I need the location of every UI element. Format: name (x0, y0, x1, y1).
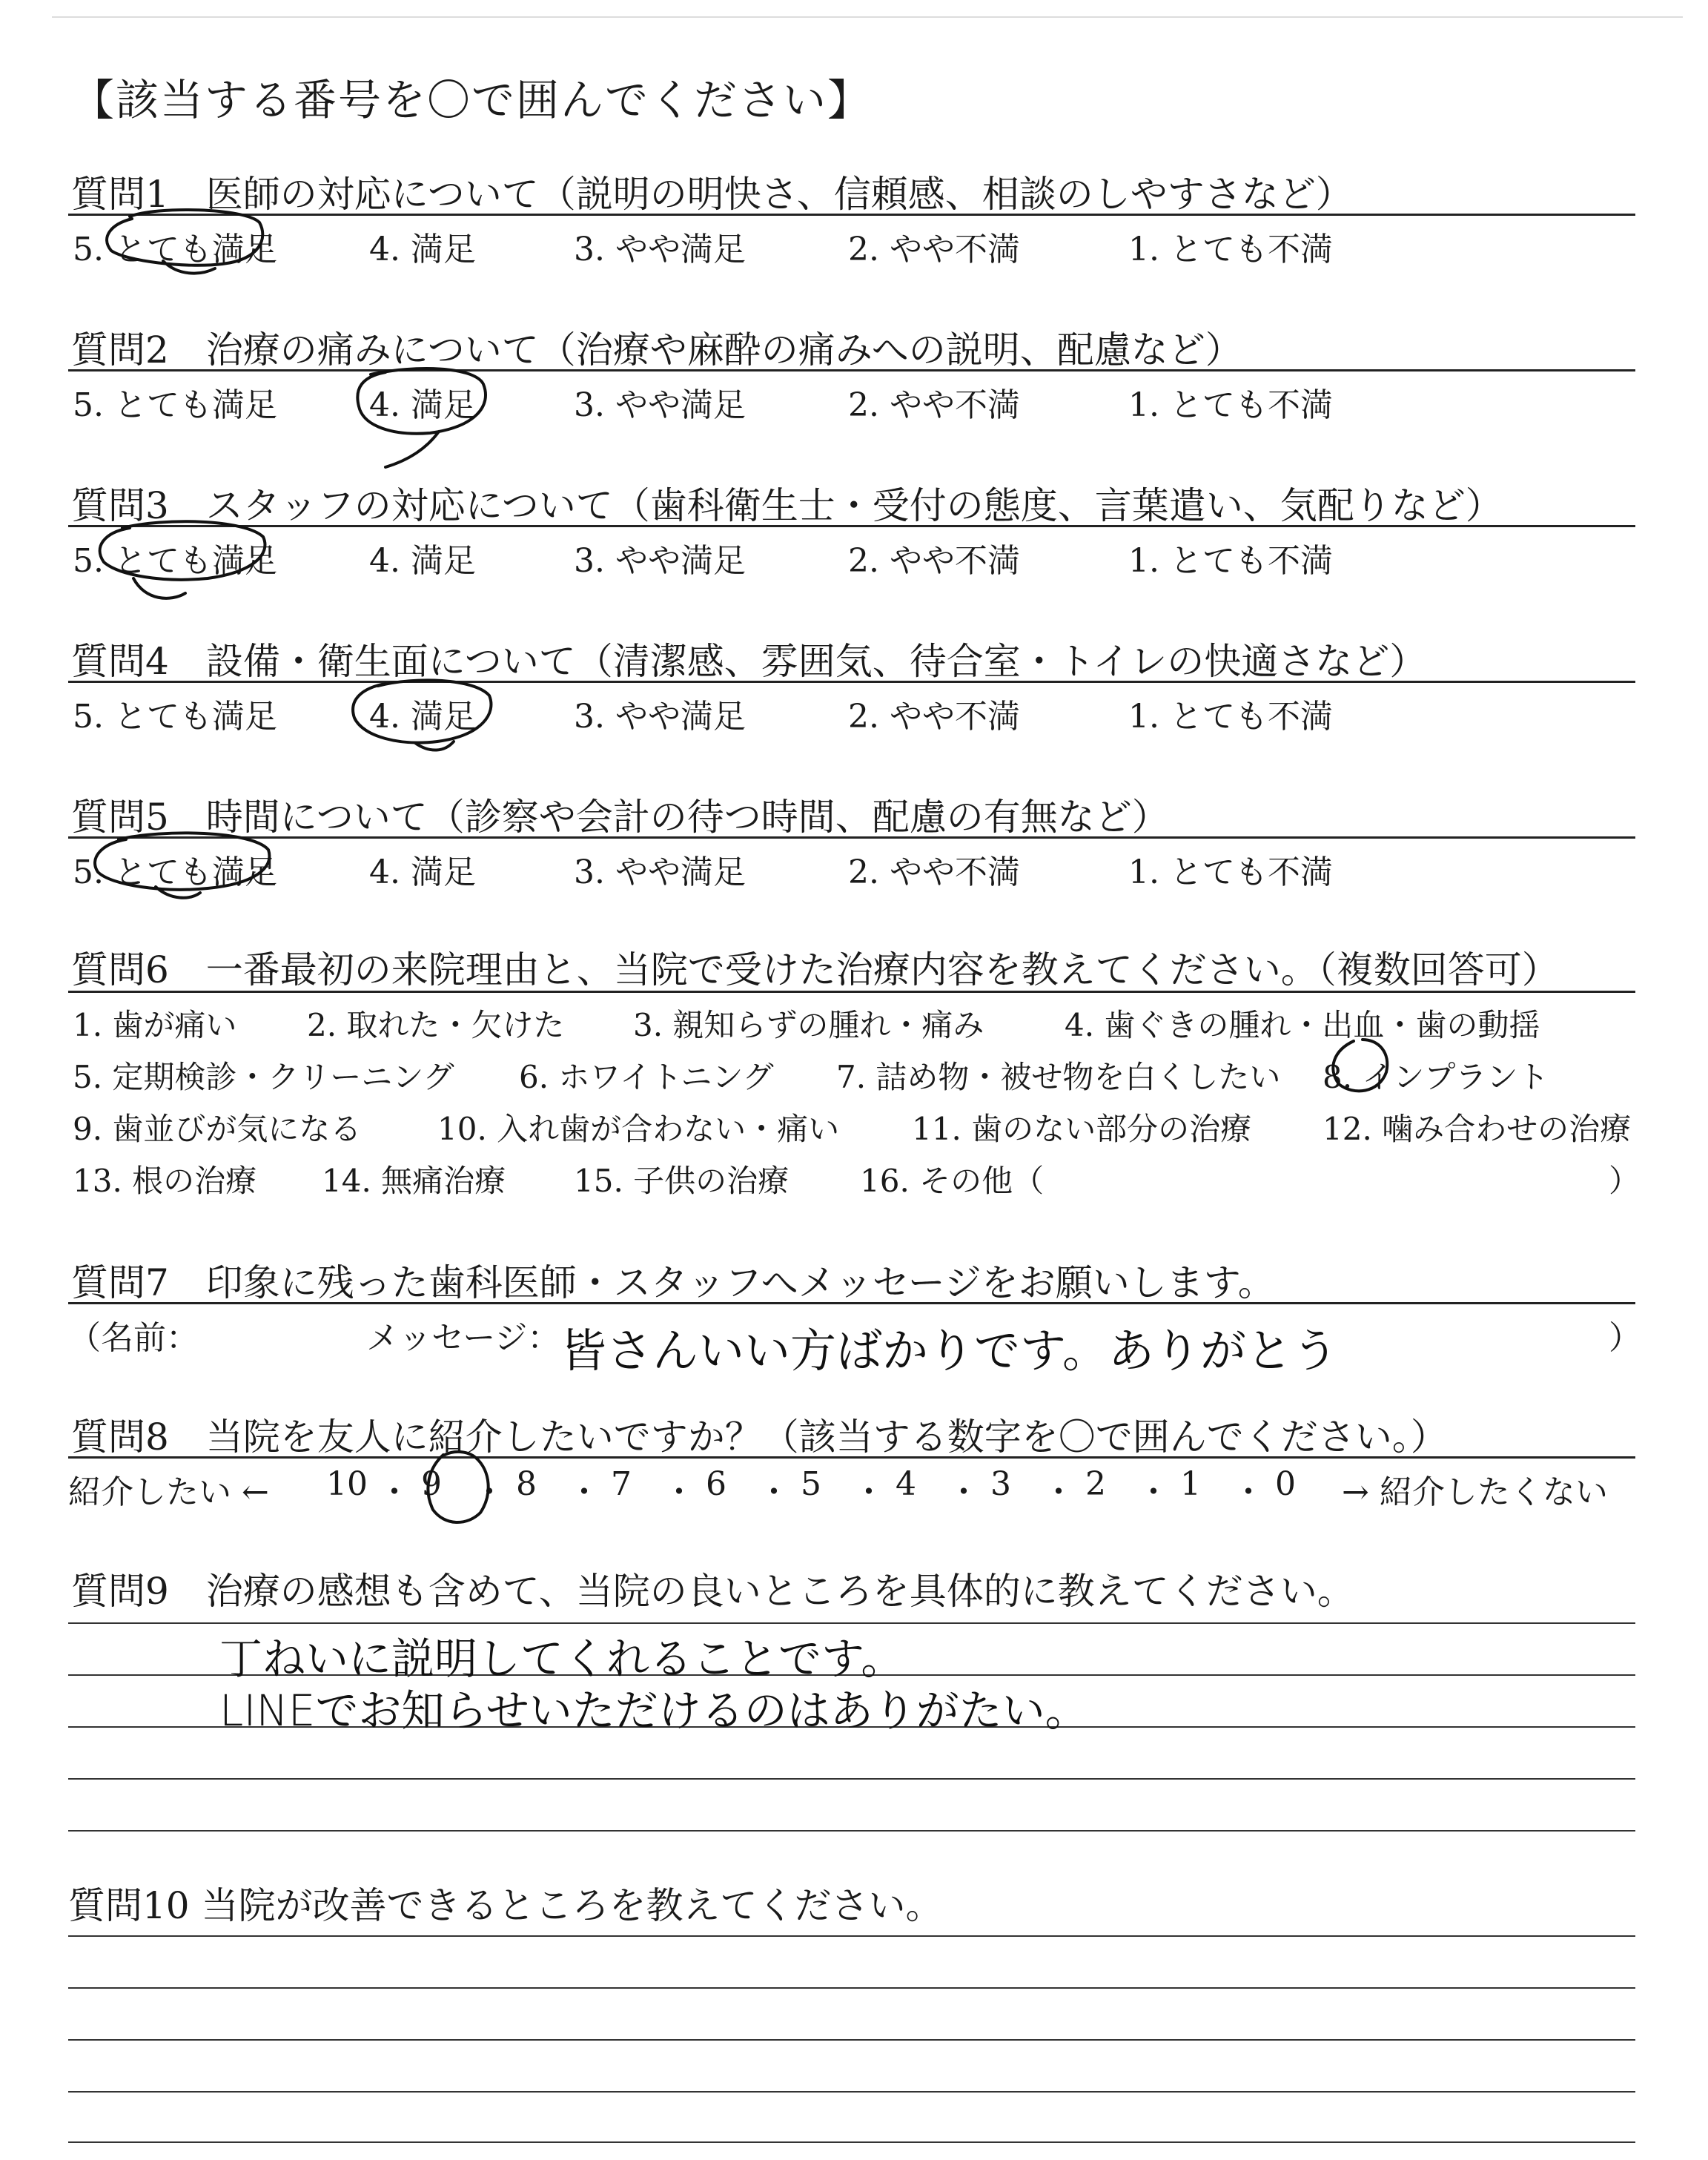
q8-scale-value-1[interactable]: 1 (1180, 1465, 1201, 1503)
q2-option-1[interactable]: 1. とても不満 (1128, 386, 1333, 424)
q6-option-16[interactable]: 16. その他（ (860, 1163, 1045, 1199)
q4-option-5[interactable]: 5. とても満足 (73, 698, 277, 736)
q8-rule (68, 1456, 1635, 1459)
page-header: 【該当する番号を〇で囲んでください】 (71, 75, 873, 125)
q4-title: 質問4 設備・衛生面について（清潔感、雰囲気、待合室・トイレの快適さなど） (71, 640, 1427, 683)
q7-handwritten-message[interactable]: 皆さんいい方ばかりです。ありがとう (560, 1324, 1339, 1378)
q8-scale-separator: ・ (947, 1473, 980, 1511)
q2-title: 質問2 治療の痛みについて（治療や麻酔の痛みへの説明、配慮など） (71, 328, 1242, 371)
q6-option-10[interactable]: 10. 入れ歯が合わない・痛い (437, 1111, 840, 1147)
q7-name-label: （名前： (68, 1319, 199, 1357)
q8-scale-separator: ・ (758, 1473, 790, 1511)
q10-title: 質問10 当院が改善できるところを教えてください。 (68, 1884, 943, 1927)
q6-option-1[interactable]: 1. 歯が痛い (73, 1007, 237, 1043)
q7-title: 質問7 印象に残った歯科医師・スタッフへメッセージをお願いします。 (71, 1261, 1275, 1304)
q6-option-9[interactable]: 9. 歯並びが気になる (73, 1111, 362, 1147)
q10-writing-line-2 (68, 1987, 1635, 1989)
q4-option-3[interactable]: 3. やや満足 (574, 698, 746, 736)
q2-option-3[interactable]: 3. やや満足 (574, 386, 746, 424)
q8-scale-value-4[interactable]: 4 (896, 1465, 916, 1503)
q2-option-4[interactable]: 4. 満足 (369, 386, 476, 424)
q6-option-8[interactable]: 8. インプラント (1323, 1059, 1549, 1095)
q8-scale-separator: ・ (568, 1473, 600, 1511)
q6-rule (68, 991, 1635, 993)
q1-title: 質問1 医師の対応について（説明の明快さ、信頼感、相談のしやすさなど） (71, 173, 1353, 216)
q6-option-3[interactable]: 3. 親知らずの腫れ・痛み (633, 1007, 984, 1043)
q1-option-5[interactable]: 5. とても満足 (73, 231, 277, 268)
q7-message-label: メッセージ： (366, 1319, 560, 1357)
q2-rule (68, 369, 1635, 371)
q4-option-4[interactable]: 4. 満足 (369, 698, 476, 736)
q1-option-2[interactable]: 2. やや不満 (848, 231, 1020, 268)
q9-writing-line-5 (68, 1830, 1635, 1832)
q8-scale-separator: ・ (473, 1473, 506, 1511)
q7-close-paren: ） (1609, 1319, 1641, 1357)
q8-scale-value-5[interactable]: 5 (801, 1465, 821, 1503)
q9-writing-line-4 (68, 1778, 1635, 1780)
q8-scale-value-7[interactable]: 7 (611, 1465, 632, 1503)
q4-rule (68, 681, 1635, 683)
q8-scale-separator: ・ (1232, 1473, 1265, 1511)
q8-scale-separator: ・ (853, 1473, 885, 1511)
q8-scale-value-2[interactable]: 2 (1085, 1465, 1106, 1503)
q10-writing-line-1 (68, 1935, 1635, 1937)
q8-scale-separator: ・ (1042, 1473, 1075, 1511)
q8-right-label: → 紹介したくない (1342, 1473, 1608, 1511)
q8-scale-value-0[interactable]: 0 (1275, 1465, 1296, 1503)
q7-rule (68, 1302, 1635, 1304)
q9-answer-line-1[interactable]: 丁ねいに説明してくれることです。 (219, 1634, 904, 1684)
q8-title: 質問8 当院を友人に紹介したいですか？（該当する数字を〇で囲んでください。） (71, 1416, 1448, 1459)
q6-option-14[interactable]: 14. 無痛治療 (322, 1163, 506, 1199)
q4-option-2[interactable]: 2. やや不満 (848, 698, 1020, 736)
q9-answer-line-2[interactable]: LINEでお知らせいただけるのはありがたい。 (219, 1685, 1088, 1736)
q6-option-4[interactable]: 4. 歯ぐきの腫れ・出血・歯の動揺 (1065, 1007, 1540, 1043)
q5-option-1[interactable]: 1. とても不満 (1128, 853, 1333, 891)
scan-top-edge (52, 16, 1683, 18)
q6-option-5[interactable]: 5. 定期検診・クリーニング (73, 1059, 454, 1095)
q6-close-paren: ） (1609, 1163, 1641, 1199)
q10-writing-line-4 (68, 2091, 1635, 2093)
q6-option-2[interactable]: 2. 取れた・欠けた (307, 1007, 565, 1043)
q8-scale-value-6[interactable]: 6 (706, 1465, 726, 1503)
q6-option-7[interactable]: 7. 詰め物・被せ物を白くしたい (836, 1059, 1281, 1095)
q8-scale-value-8[interactable]: 8 (516, 1465, 537, 1503)
q3-title: 質問3 スタッフの対応について（歯科衛生士・受付の態度、言葉遣い、気配りなど） (71, 484, 1503, 527)
q8-scale-separator: ・ (378, 1473, 411, 1511)
q6-option-11[interactable]: 11. 歯のない部分の治療 (912, 1111, 1252, 1147)
q6-option-15[interactable]: 15. 子供の治療 (574, 1163, 790, 1199)
q2-option-2[interactable]: 2. やや不満 (848, 386, 1020, 424)
q5-option-3[interactable]: 3. やや満足 (574, 853, 746, 891)
q3-rule (68, 525, 1635, 527)
q10-writing-line-5 (68, 2141, 1635, 2143)
q6-option-13[interactable]: 13. 根の治療 (73, 1163, 257, 1199)
q5-option-5[interactable]: 5. とても満足 (73, 853, 277, 891)
q6-option-12[interactable]: 12. 噛み合わせの治療 (1323, 1111, 1632, 1147)
q5-title: 質問5 時間について（診察や会計の待つ時間、配慮の有無など） (71, 796, 1169, 839)
q6-option-6[interactable]: 6. ホワイトニング (519, 1059, 774, 1095)
q8-left-label: 紹介したい ← (68, 1473, 269, 1511)
q2-option-5[interactable]: 5. とても満足 (73, 386, 277, 424)
q5-option-2[interactable]: 2. やや不満 (848, 853, 1020, 891)
q1-option-4[interactable]: 4. 満足 (369, 231, 476, 268)
q8-scale-separator: ・ (663, 1473, 695, 1511)
q1-option-3[interactable]: 3. やや満足 (574, 231, 746, 268)
q8-scale-value-3[interactable]: 3 (990, 1465, 1011, 1503)
q8-scale-separator: ・ (1137, 1473, 1170, 1511)
q10-writing-line-3 (68, 2039, 1635, 2041)
q8-scale-value-10[interactable]: 10 (326, 1465, 368, 1503)
q5-rule (68, 836, 1635, 839)
q1-option-1[interactable]: 1. とても不満 (1128, 231, 1333, 268)
q5-option-4[interactable]: 4. 満足 (369, 853, 476, 891)
q6-title: 質問6 一番最初の来院理由と、当院で受けた治療内容を教えてください。（複数回答可） (71, 948, 1559, 991)
q3-option-1[interactable]: 1. とても不満 (1128, 542, 1333, 580)
q3-option-3[interactable]: 3. やや満足 (574, 542, 746, 580)
q9-title: 質問9 治療の感想も含めて、当院の良いところを具体的に教えてください。 (71, 1570, 1354, 1613)
q8-scale-value-9[interactable]: 9 (421, 1465, 442, 1503)
q3-option-4[interactable]: 4. 満足 (369, 542, 476, 580)
q4-option-1[interactable]: 1. とても不満 (1128, 698, 1333, 736)
q1-rule (68, 214, 1635, 216)
q3-option-2[interactable]: 2. やや不満 (848, 542, 1020, 580)
q3-option-5[interactable]: 5. とても満足 (73, 542, 277, 580)
